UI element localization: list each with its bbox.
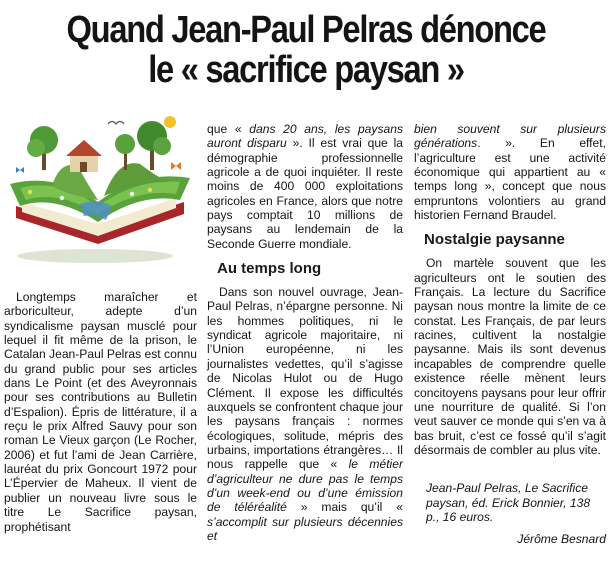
subheading: Nostalgie paysanne: [424, 231, 565, 249]
article-headline: [43, 10, 569, 90]
text-run: Dans son nouvel ouvrage, Jean-Paul Pelras, n’épargne personne. Ni les hommes politiques, ni le syndicat agricole majoritaire, ni l’Union européenne, ni les journalistes vedettes, qu’il s’agisse de Nicolas Hulot ou de Hugo Clément. Il expose les difficultés auxquels se confrontent chaque jour les paysans français : normes écologiques, solitude, mépris des urbains, importations étrangères… Il nous rappelle que «: [207, 285, 403, 472]
book-reference: Jean-Paul Pelras, Le Sacrifice paysan, éd. Erick Bonnier, 138 p., 16 euros.: [426, 481, 591, 524]
quote: dans 20 ans, les paysans auront disparu: [207, 122, 404, 151]
text-run: . ». En effet, l’agriculture est une activité économique qui appartient au « temps long », concept que nous empruntons volontiers au grand historien Fernand Braudel.: [414, 136, 606, 223]
article-column-left: [4, 290, 197, 534]
text-run: que «: [207, 122, 250, 136]
quote: le métier d’agriculteur ne dure pas le temps d’un week-end ou d’une émission de téléréalité: [207, 457, 404, 515]
paragraph: On martèle souvent que les agriculteurs ont le soutien des Français. La lecture du Sacrifice paysan nous montre la limite de ce constat. Les Français, de par leurs racines, cultivent la nostalgie paysanne. Mais ils sont devenus incapables de comprendre quelle existence réelle mènent leurs concitoyens paysans pour leur offrir une nourriture de qualité. Si l’on veut sauver ce monde qui s’en va à bas bruit, c’est ce fossé qu’il s’agit désormais de combler au plus vite.: [414, 256, 606, 457]
article-column-right: [414, 122, 606, 547]
subheading: Au temps long: [217, 260, 322, 278]
headline-line-1: Quand Jean-Paul Pelras dénonce: [66, 9, 546, 51]
paragraph: [207, 122, 403, 251]
open-book-with-farm-landscape-icon: [0, 110, 200, 268]
quote: s’accomplit sur plusieurs décennies et: [207, 514, 403, 543]
paragraph: [414, 122, 606, 222]
author-signature: Jérôme Besnard: [517, 532, 606, 547]
text-run: ». Il est vrai que la démographie professionnelle agricole a de quoi inquiéter. Il reste moins de 400 000 exploitations agricoles en France, alors que notre pays comptait 10 millions de paysans au lendemain de la Seconde Guerre mondiale.: [207, 136, 403, 251]
paragraph: Longtemps maraîcher et arboriculteur, adepte d’un syndicalisme paysan musclé pour lequel il fit même de la prison, le Catalan Jean-Paul Pelras est connu du grand public pour ses articles dans Le Point (et des Aveyronnais pour ses contributions au Bulletin d’Espalion). Épris de littérature, il a reçu le prix Alfred Sauvy pour son roman Le Vieux garçon (Le Rocher, 2006) et fut l’ami de Jean Carrière, lauréat du prix Goncourt 1972 pour L’Épervier de Maheux. Il vient de publier un nouveau livre sous le titre Le Sacrifice paysan, prophétisant: [4, 290, 197, 534]
quote: bien souvent sur plusieurs générations: [414, 122, 606, 151]
paragraph: [207, 285, 403, 543]
article-column-middle: [207, 122, 403, 543]
text-run: » mais qu’il «: [286, 500, 403, 515]
headline-line-2: le « sacrifice paysan »: [148, 49, 464, 91]
